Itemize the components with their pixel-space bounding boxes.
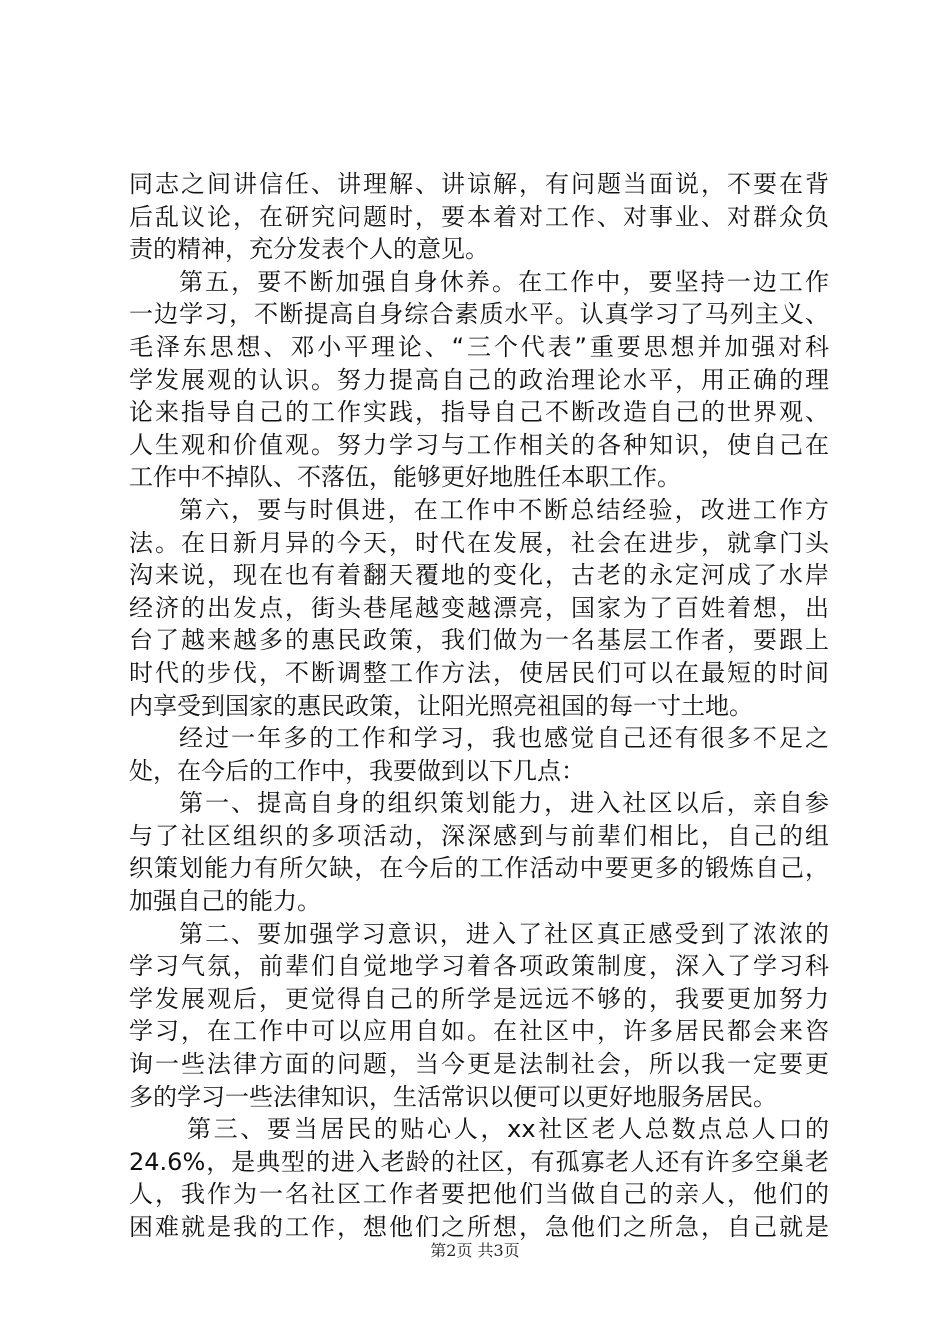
text-line: 困难就是我的工作，想他们之所想，急他们之所急，自己就是 (129, 1213, 829, 1241)
text-line: 责的精神，充分发表个人的意见。 (129, 235, 489, 264)
text-line: 经过一年多的工作和学习，我也感觉自己还有很多不足之 (179, 724, 829, 753)
text-line: 学发展观的认识。努力提高自己的政治理论水平，用正确的理 (129, 365, 829, 394)
text-line: 后乱议论，在研究问题时，要本着对工作、对事业、对群众负 (129, 202, 829, 231)
text-line: 法。在日新月异的今天，时代在发展，社会在进步，就拿门头 (129, 528, 829, 557)
document-body (129, 168, 829, 1244)
text-line: 沟来说，现在也有着翻天覆地的变化，古老的永定河成了水岸 (129, 561, 829, 590)
text-line: 经济的出发点，街头巷尾越变越漂亮，国家为了百姓着想，出 (129, 593, 829, 622)
text-line: 人，我作为一名社区工作者要把他们当做自己的亲人，他们的 (129, 1180, 829, 1209)
text-line: 人生观和价值观。努力学习与工作相关的各种知识，使自己在 (129, 430, 829, 459)
text-line: 工作中不掉队、不落伍，能够更好地胜任本职工作。 (129, 463, 681, 492)
text-line: 同志之间讲信任、讲理解、讲谅解，有问题当面说，不要在背 (129, 170, 829, 198)
text-line: 学习气氛，前辈们自觉地学习着各项政策制度，深入了学习科 (129, 952, 829, 981)
page-footer: 第2页 共3页 (430, 1241, 520, 1260)
text-line: 与了社区组织的多项活动，深深感到与前辈们相比，自己的组 (129, 821, 829, 850)
text-line: 学习，在工作中可以应用自如。在社区中，许多居民都会来咨 (129, 1017, 829, 1046)
text-line: 一边学习，不断提高自身综合素质水平。认真学习了马列主义、 (129, 300, 829, 329)
text-line: 论来指导自己的工作实践，指导自己不断改造自己的世界观、 (129, 398, 829, 427)
text-line: 内享受到国家的惠民政策，让阳光照亮祖国的每一寸土地。 (129, 691, 753, 720)
text-line: 24.6%，是典型的进入老龄的社区，有孤寡老人还有许多空巢老 (129, 1147, 829, 1176)
text-line: 第三、要当居民的贴心人，xx社区老人总数点总人口的 (187, 1115, 829, 1144)
text-line: 第一、提高自身的组织策划能力，进入社区以后，亲自参 (179, 789, 829, 818)
text-line: 毛泽东思想、邓小平理论、“三个代表”重要思想并加强对科 (129, 332, 829, 361)
text-line: 第六，要与时俱进，在工作中不断总结经验，改进工作方 (179, 495, 829, 524)
text-line: 台了越来越多的惠民政策，我们做为一名基层工作者，要跟上 (129, 626, 829, 655)
text-line: 处，在今后的工作中，我要做到以下几点： (129, 756, 585, 785)
text-line: 学发展观后，更觉得自己的所学是远远不够的，我要更加努力 (129, 984, 829, 1013)
text-line: 多的学习一些法律知识，生活常识以便可以更好地服务居民。 (129, 1082, 777, 1111)
text-line: 第五，要不断加强自身休养。在工作中，要坚持一边工作 (179, 267, 829, 296)
text-line: 织策划能力有所欠缺，在今后的工作活动中要更多的锻炼自己， (129, 854, 829, 883)
text-line: 第二、要加强学习意识，进入了社区真正感受到了浓浓的 (179, 919, 829, 948)
text-line: 加强自己的能力。 (129, 887, 321, 916)
text-line: 时代的步伐，不断调整工作方法，使居民们可以在最短的时间 (129, 658, 829, 687)
text-line: 询一些法律方面的问题，当今更是法制社会，所以我一定要更 (129, 1050, 829, 1079)
